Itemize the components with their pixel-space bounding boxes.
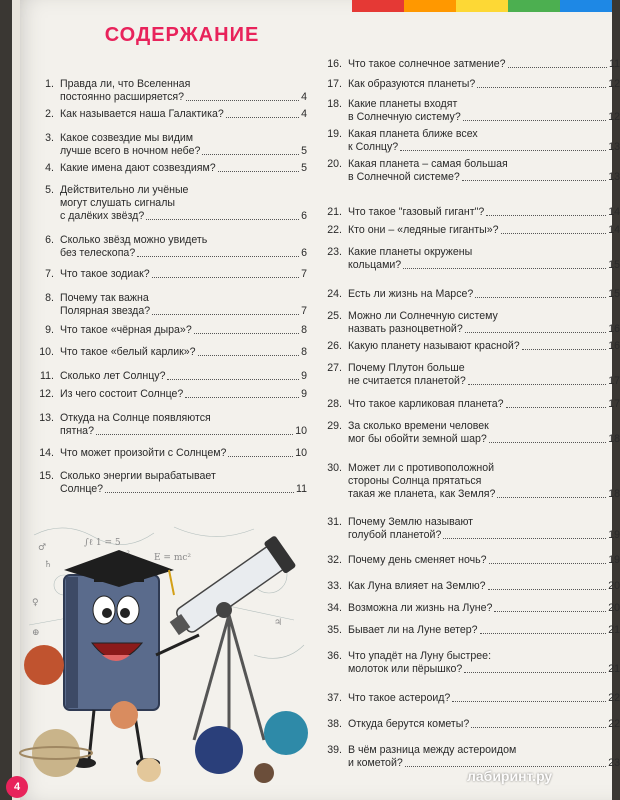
toc-entry-number: 2. <box>45 108 54 120</box>
toc-entry-number: 4. <box>45 162 54 174</box>
toc-entry-title: Что такое зодиак? <box>60 268 150 280</box>
toc-entry-number: 20. <box>327 158 342 170</box>
dotted-leader <box>105 492 294 493</box>
toc-entry-title: Что такое "газовый гигант"? <box>348 206 485 218</box>
toc-entry-page: 16 <box>608 340 620 352</box>
rainbow-blue <box>560 0 612 12</box>
toc-entry-title: Есть ли жизнь на Марсе? <box>348 288 474 300</box>
dotted-leader <box>96 434 293 435</box>
toc-entry-title: и кометой? <box>348 757 403 769</box>
toc-entry-title: кольцами? <box>348 259 402 271</box>
toc-entry-title: Возможна ли жизнь на Луне? <box>348 602 493 614</box>
toc-entry-page: 11 <box>296 483 307 495</box>
dotted-leader <box>522 349 607 350</box>
toc-entry-number: 29. <box>327 420 342 432</box>
toc-entry-page: 12 <box>608 111 620 123</box>
page-gutter <box>12 0 20 800</box>
toc-entry-number: 11. <box>40 370 54 382</box>
toc-entry-page: 4 <box>301 108 307 120</box>
toc-entry-number: 33. <box>327 580 342 592</box>
toc-entry-number: 32. <box>327 554 342 566</box>
dotted-leader <box>152 277 299 278</box>
toc-entry-page: 7 <box>301 305 307 317</box>
toc-entry-title: Сколько энергии вырабатывает <box>60 470 216 482</box>
toc-entry-title: Полярная звезда? <box>60 305 151 317</box>
svg-text:E = mc²: E = mc² <box>154 553 192 563</box>
toc-entry-number: 3. <box>45 132 54 144</box>
toc-entry-number: 34. <box>327 602 342 614</box>
toc-entry-page: 6 <box>301 210 307 222</box>
toc-entry-title: Какие планеты входят <box>348 98 458 110</box>
toc-entry-number: 7. <box>45 268 54 280</box>
toc-entry-number: 37. <box>327 692 342 704</box>
toc-entry-title: В чём разница между астероидом <box>348 744 517 756</box>
toc-entry-page: 10 <box>295 447 307 459</box>
toc-entry-number: 5. <box>45 184 54 196</box>
toc-entry-title: Как образуются планеты? <box>348 78 476 90</box>
toc-entry-page: 15 <box>608 259 620 271</box>
toc-entry-title: Что такое карликовая планета? <box>348 398 504 410</box>
toc-entry-title: голубой планетой? <box>348 529 442 541</box>
toc-entry-page: 12 <box>608 78 620 90</box>
svg-text:♀: ♀ <box>32 598 39 608</box>
toc-entry-title: без телескопа? <box>60 247 136 259</box>
toc-entry-number: 10. <box>39 346 54 358</box>
toc-entry-title: пятна? <box>60 425 94 437</box>
dotted-leader <box>146 219 299 220</box>
toc-entry-title: Какие имена дают созвездиям? <box>60 162 216 174</box>
toc-entry-page: 20 <box>608 580 620 592</box>
toc-entry-title: Почему Землю называют <box>348 516 474 528</box>
toc-entry-title: мог бы обойти земной шар? <box>348 433 487 445</box>
toc-entry-title: стороны Солнца прятаться <box>348 475 482 487</box>
toc-entry-page: 7 <box>301 268 307 280</box>
rainbow-stripe <box>352 0 612 12</box>
toc-entry-page: 16 <box>608 323 620 335</box>
toc-entry-page: 8 <box>301 346 307 358</box>
dotted-leader <box>218 171 299 172</box>
toc-entry-number: 36. <box>327 650 342 662</box>
toc-entry-title: в Солнечную систему? <box>348 111 461 123</box>
toc-entry-number: 18. <box>327 98 342 110</box>
toc-entry-title: Почему так важна <box>60 292 149 304</box>
dotted-leader <box>186 100 299 101</box>
toc-entry-number: 6. <box>45 234 54 246</box>
dotted-leader <box>403 268 606 269</box>
dotted-leader <box>405 766 606 767</box>
svg-text:⊕: ⊕ <box>32 628 40 638</box>
toc-entry-number: 8. <box>45 292 54 304</box>
rainbow-green <box>508 0 560 12</box>
dotted-leader <box>167 379 299 380</box>
toc-entry-number: 30. <box>327 462 342 474</box>
toc-entry-title: Бывает ли на Луне ветер? <box>348 624 478 636</box>
toc-entry-page: 5 <box>301 162 307 174</box>
toc-entry-page: 4 <box>301 91 307 103</box>
svg-text:♂: ♂ <box>38 543 47 553</box>
toc-entry-number: 27. <box>327 362 342 374</box>
toc-entry-page: 19 <box>608 529 620 541</box>
toc-entry-page: 10 <box>295 425 307 437</box>
toc-entry-title: Какое созвездие мы видим <box>60 132 194 144</box>
dotted-leader <box>443 538 606 539</box>
toc-entry-page: 23 <box>608 757 620 769</box>
svg-text:♄: ♄ <box>44 560 53 570</box>
dotted-leader <box>488 589 607 590</box>
toc-entry-number: 26. <box>327 340 342 352</box>
toc-entry-title: Что упадёт на Луну быстрее: <box>348 650 492 662</box>
dotted-leader <box>137 256 299 257</box>
toc-entry-title: могут слушать сигналы <box>60 197 175 209</box>
toc-entry-page: 5 <box>301 145 307 157</box>
toc-entry-page: 9 <box>301 370 307 382</box>
toc-entry-page: 18 <box>608 433 620 445</box>
page-title: СОДЕРЖАНИЕ <box>104 24 260 46</box>
toc-entry-number: 22. <box>327 224 342 236</box>
toc-entry-page: 9 <box>301 388 307 400</box>
toc-entry-number: 35. <box>327 624 342 636</box>
toc-entry-title: Почему Плутон больше <box>348 362 465 374</box>
toc-entry-title: Сколько лет Солнцу? <box>60 370 166 382</box>
toc-entry-title: Правда ли, что Вселенная <box>60 78 191 90</box>
toc-entry-number: 15. <box>39 470 54 482</box>
toc-entry-title: Какие планеты окружены <box>348 246 473 258</box>
toc-entry-title: Что такое солнечное затмение? <box>348 58 506 70</box>
toc-entry-title: Действительно ли учёные <box>60 184 189 196</box>
toc-entry-page: 14 <box>608 206 620 218</box>
toc-entry-page: 17 <box>608 398 620 410</box>
toc-entry-title: Кто они – «ледяные гиганты»? <box>348 224 499 236</box>
toc-entry-number: 9. <box>45 324 54 336</box>
dotted-leader <box>475 297 606 298</box>
toc-entry-number: 21. <box>327 206 342 218</box>
dotted-leader <box>226 117 299 118</box>
dotted-leader <box>508 67 607 68</box>
toc-entry-page: 11 <box>609 58 620 70</box>
dotted-leader <box>489 563 607 564</box>
toc-entry-number: 39. <box>327 744 342 756</box>
toc-entry-title: Откуда на Солнце появляются <box>60 412 211 424</box>
toc-entry-title: постоянно расширяется? <box>60 91 185 103</box>
toc-entry-page: 20 <box>608 602 620 614</box>
toc-entry-title: Может ли с противоположной <box>348 462 495 474</box>
page-number-tab: 4 <box>6 776 28 798</box>
toc-entry-title: лучше всего в ночном небе? <box>60 145 201 157</box>
dotted-leader <box>464 672 606 673</box>
dotted-leader <box>198 355 300 356</box>
toc-entry-title: Что может произойти с Солнцем? <box>60 447 227 459</box>
toc-entry-number: 19. <box>327 128 342 140</box>
toc-entry-number: 38. <box>327 718 342 730</box>
dotted-leader <box>465 332 606 333</box>
toc-entry-number: 31. <box>327 516 342 528</box>
toc-entry-number: 17. <box>327 78 342 90</box>
dotted-leader <box>497 497 606 498</box>
dotted-leader <box>477 87 606 88</box>
dotted-leader <box>452 701 606 702</box>
dotted-leader <box>501 233 607 234</box>
toc-entry-title: назвать разноцветной? <box>348 323 463 335</box>
svg-text:♃: ♃ <box>274 618 283 628</box>
toc-entry-title: Какая планета – самая большая <box>348 158 508 170</box>
dotted-leader <box>489 442 606 443</box>
toc-entry-title: Можно ли Солнечную систему <box>348 310 498 322</box>
toc-entry-page: 18 <box>608 488 620 500</box>
rainbow-yellow <box>456 0 508 12</box>
toc-entry-page: 22 <box>608 692 620 704</box>
toc-entry-number: 28. <box>327 398 342 410</box>
dotted-leader <box>486 215 606 216</box>
toc-entry-page: 21 <box>608 624 620 636</box>
dotted-leader <box>494 611 606 612</box>
toc-entry-title: не считается планетой? <box>348 375 466 387</box>
toc-entry-title: Из чего состоит Солнце? <box>60 388 184 400</box>
dotted-leader <box>228 456 293 457</box>
toc-entry-page: 13 <box>608 141 620 153</box>
toc-entry-title: такая же планета, как Земля? <box>348 488 496 500</box>
toc-entry-number: 13. <box>39 412 54 424</box>
toc-entry-title: Какая планета ближе всех <box>348 128 478 140</box>
dotted-leader <box>185 397 299 398</box>
toc-entry-number: 16. <box>327 58 342 70</box>
toc-entry-title: Как называется наша Галактика? <box>60 108 224 120</box>
toc-entry-page: 17 <box>608 375 620 387</box>
dotted-leader <box>468 384 606 385</box>
toc-entry-title: Какую планету называют красной? <box>348 340 520 352</box>
toc-entry-title: к Солнцу? <box>348 141 399 153</box>
toc-entry-title: Как Луна влияет на Землю? <box>348 580 486 592</box>
dotted-leader <box>462 180 606 181</box>
toc-entry-title: Откуда берутся кометы? <box>348 718 470 730</box>
toc-entry-number: 14. <box>39 447 54 459</box>
toc-entry-page: 6 <box>301 247 307 259</box>
toc-entry-page: 22 <box>608 718 620 730</box>
toc-entry-title: За сколько времени человек <box>348 420 489 432</box>
astronomy-illustration <box>24 515 319 785</box>
toc-entry-number: 12. <box>39 388 54 400</box>
rainbow-red <box>352 0 404 12</box>
toc-entry-title: Что такое астероид? <box>348 692 451 704</box>
toc-entry-number: 23. <box>327 246 342 258</box>
toc-entry-title: молоток или пёрышко? <box>348 663 463 675</box>
toc-entry-page: 15 <box>608 288 620 300</box>
rainbow-orange <box>404 0 456 12</box>
dotted-leader <box>480 633 607 634</box>
toc-entry-title: Почему день сменяет ночь? <box>348 554 487 566</box>
dotted-leader <box>471 727 606 728</box>
toc-entry-number: 1. <box>45 78 54 90</box>
toc-entry-number: 25. <box>327 310 342 322</box>
dotted-leader <box>202 154 299 155</box>
toc-entry-title: с далёких звёзд? <box>60 210 145 222</box>
toc-entry-page: 8 <box>301 324 307 336</box>
toc-entry-title: Солнце? <box>60 483 104 495</box>
dotted-leader <box>194 333 299 334</box>
toc-entry-page: 14 <box>608 224 620 236</box>
toc-entry-page: 21 <box>608 663 620 675</box>
dotted-leader <box>463 120 606 121</box>
book-page <box>12 0 620 800</box>
svg-text:∫ℓ 1 = 5: ∫ℓ 1 = 5 <box>84 538 121 548</box>
dotted-leader <box>400 150 606 151</box>
dotted-leader <box>506 407 607 408</box>
toc-entry-page: 13 <box>608 171 620 183</box>
toc-entry-title: Сколько звёзд можно увидеть <box>60 234 208 246</box>
toc-entry-number: 24. <box>327 288 342 300</box>
dotted-leader <box>152 314 299 315</box>
toc-entry-title: Что такое «белый карлик»? <box>60 346 196 358</box>
toc-entry-title: Что такое «чёрная дыра»? <box>60 324 192 336</box>
watermark-text: лабиринт.ру <box>467 768 553 784</box>
toc-entry-page: 19 <box>608 554 620 566</box>
toc-entry-title: в Солнечной системе? <box>348 171 460 183</box>
